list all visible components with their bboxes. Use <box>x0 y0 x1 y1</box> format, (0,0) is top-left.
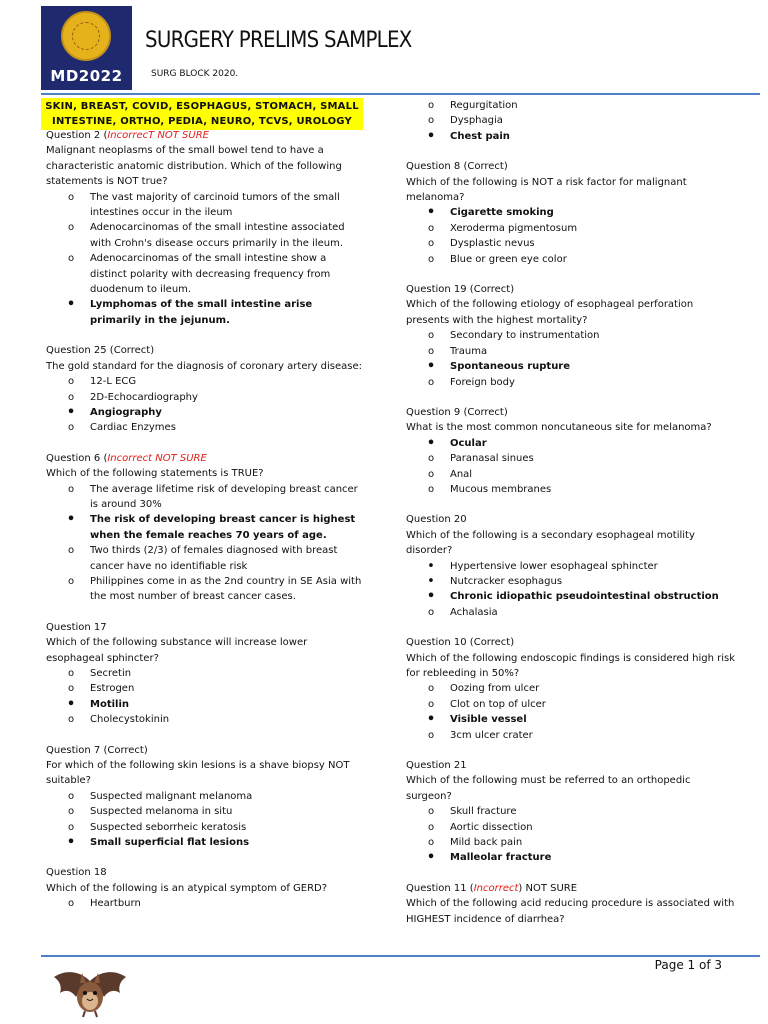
question-text: Which of the following is a secondary esophageal motility disorder? <box>406 529 695 557</box>
answer-option <box>406 436 736 451</box>
answer-option <box>46 574 366 605</box>
option-text: Adenocarcinomas of the small intestine associated with Crohn's disease occurs primarily in the ileum. <box>90 222 345 249</box>
answer-option <box>406 252 736 267</box>
option-text: Cigarette smoking <box>450 207 554 219</box>
answer-option <box>46 390 366 405</box>
document-title: SURGERY PRELIMS SAMPLEX <box>145 28 412 53</box>
options-list <box>406 681 736 743</box>
bullet-icon: • <box>66 512 76 528</box>
bullet-icon: o <box>427 115 435 127</box>
answer-option <box>46 697 366 712</box>
option-text: 12-L ECG <box>90 376 137 388</box>
bullet-icon: • <box>426 589 436 605</box>
bullet-icon: o <box>427 837 435 849</box>
question-text: The gold standard for the diagnosis of coronary artery disease: <box>46 360 363 372</box>
bullet-icon: o <box>427 698 435 710</box>
option-text: The average lifetime risk of developing breast cancer is around 30% <box>90 483 358 510</box>
bullet-icon: o <box>67 790 75 802</box>
bullet-icon: • <box>66 835 76 851</box>
option-text: Blue or green eye color <box>450 253 567 265</box>
bullet-icon: o <box>427 483 435 495</box>
options-list <box>46 190 366 329</box>
option-text: Oozing from ulcer <box>450 683 540 695</box>
question-heading <box>406 159 736 174</box>
question-label: Question 9 (Correct) <box>406 406 508 418</box>
answer-option <box>406 589 736 604</box>
question-label: Question 19 (Correct) <box>406 284 515 296</box>
bullet-icon: o <box>427 376 435 388</box>
question-block <box>406 282 736 390</box>
option-text: Philippines come in as the 2nd country in SE Asia with the most number of breast cancer cases. <box>90 575 362 603</box>
option-text: Suspected melanoma in situ <box>90 806 233 818</box>
bullet-icon: o <box>67 483 75 495</box>
question-label: Question 8 (Correct) <box>406 161 508 173</box>
option-text: Suspected seborrheic keratosis <box>90 821 247 833</box>
question-label: Question 2 ( <box>46 130 108 141</box>
left-column <box>46 128 366 927</box>
options-list <box>406 804 736 866</box>
answer-option <box>46 896 366 911</box>
answer-option <box>406 804 736 819</box>
answer-option <box>406 482 736 497</box>
bullet-icon: o <box>67 821 75 833</box>
option-text: Dysplastic nevus <box>450 238 535 250</box>
option-text: Clot on top of ulcer <box>450 698 546 710</box>
bullet-icon: • <box>66 297 76 313</box>
answer-option <box>46 681 366 696</box>
bullet-icon: • <box>66 696 76 712</box>
option-text: The vast majority of carcinoid tumors of the small intestines occur in the ileum <box>90 191 340 219</box>
option-text: Visible vessel <box>450 714 527 726</box>
answer-option <box>406 467 736 482</box>
answer-option <box>46 220 366 251</box>
option-text: Cardiac Enzymes <box>90 422 176 434</box>
answer-option <box>406 113 736 128</box>
option-text: The risk of developing breast cancer is highest when the female reaches 70 years of age. <box>90 514 356 541</box>
answer-option <box>406 129 736 144</box>
options-list <box>406 328 736 390</box>
bullet-icon: o <box>427 683 435 695</box>
bullet-icon: o <box>427 453 435 465</box>
answer-option <box>46 482 366 513</box>
question-label: Question 10 (Correct) <box>406 637 515 649</box>
question-text: Which of the following etiology of esophageal perforation presents with the highest mortality? <box>406 299 694 326</box>
answer-option <box>46 789 366 804</box>
bullet-icon: o <box>67 253 75 265</box>
bullet-icon: o <box>427 222 435 234</box>
question-heading <box>406 881 736 896</box>
option-text: Hypertensive lower esophageal sphincter <box>450 560 658 572</box>
question-block <box>46 128 366 328</box>
bullet-icon: o <box>67 191 75 203</box>
bullet-icon: o <box>67 668 75 679</box>
answer-option <box>406 344 736 359</box>
option-text: Chronic idiopathic pseudointestinal obstruction <box>450 591 719 603</box>
option-text: Secretin <box>90 668 132 679</box>
option-text: Trauma <box>450 345 488 357</box>
question-label: Question 21 <box>406 760 467 772</box>
option-text: Suspected malignant melanoma <box>90 790 253 802</box>
bullet-icon: o <box>67 422 75 434</box>
question-heading <box>406 282 736 297</box>
answer-option <box>406 559 736 574</box>
document-subtitle: SURG BLOCK 2020. <box>151 69 239 79</box>
option-text: 2D-Echocardiography <box>90 391 198 403</box>
banner-line-1: SKIN, BREAST, COVID, ESOPHAGUS, STOMACH, SMALL <box>45 101 359 112</box>
bullet-icon: • <box>66 404 76 420</box>
answer-option <box>46 820 366 835</box>
page-number: Page 1 of 3 <box>654 958 722 972</box>
bullet-icon: o <box>427 345 435 357</box>
question-label: Question 17 <box>46 621 107 633</box>
question-text: Which of the following is an atypical symptom of GERD? <box>46 882 328 894</box>
incorrect-mark: Incorrect <box>473 882 519 894</box>
answer-option <box>46 374 366 389</box>
banner-line-2: INTESTINE, ORTHO, PEDIA, NEURO, TCVS, UROLOGY <box>52 116 352 127</box>
question-block <box>406 405 736 497</box>
answer-option <box>406 328 736 343</box>
answer-option <box>406 236 736 251</box>
answer-option <box>406 850 736 865</box>
answer-option <box>406 820 736 835</box>
question-heading <box>406 758 736 773</box>
options-list <box>46 666 366 728</box>
bullet-icon: • <box>426 205 436 221</box>
incorrect-mark: Incorrect NOT SURE <box>107 452 207 464</box>
option-text: Adenocarcinomas of the small intestine show a distinct polarity with decreasing frequency from duodenum to ileum. <box>90 253 331 296</box>
question-text: Malignant neoplasms of the small bowel tend to have a characteristic anatomic distribution. Which of the following statements is NOT true? <box>46 145 342 188</box>
question-block <box>46 451 366 605</box>
answer-option <box>406 728 736 743</box>
answer-option <box>406 98 736 113</box>
option-text: Achalasia <box>450 606 498 618</box>
question-note: ) NOT SURE <box>518 882 578 894</box>
option-text: Lymphomas of the small intestine arise primarily in the jejunum. <box>90 299 313 326</box>
options-list <box>406 205 736 267</box>
option-text: 3cm ulcer crater <box>450 729 533 741</box>
bullet-icon: o <box>67 376 75 388</box>
answer-option <box>46 543 366 574</box>
option-text: Motilin <box>90 698 130 710</box>
bullet-icon: o <box>67 714 75 726</box>
question-block <box>406 159 736 267</box>
bullet-icon: o <box>427 330 435 342</box>
bullet-icon: o <box>67 575 75 587</box>
logo-text: MD2022 <box>50 67 123 85</box>
question-block <box>46 865 366 911</box>
options-list <box>406 559 736 621</box>
answer-option <box>46 420 366 435</box>
option-text: Estrogen <box>90 683 135 695</box>
question-label: Question 6 ( <box>46 452 108 464</box>
bullet-icon: o <box>67 545 75 557</box>
bullet-icon: o <box>427 729 435 741</box>
question-heading <box>406 512 736 527</box>
question-text: Which of the following must be referred to an orthopedic surgeon? <box>406 775 691 802</box>
bullet-icon: o <box>427 806 435 818</box>
bullet-icon: o <box>427 821 435 833</box>
option-text: Foreign body <box>450 376 515 388</box>
question-text: What is the most common noncutaneous site for melanoma? <box>406 422 712 434</box>
answer-option <box>406 605 736 620</box>
bullet-icon: • <box>426 712 436 728</box>
question-heading <box>406 635 736 650</box>
bullet-icon: o <box>67 683 75 695</box>
option-text: Malleolar fracture <box>450 852 552 864</box>
bullet-icon: o <box>427 253 435 265</box>
bullet-icon: o <box>427 238 435 250</box>
answer-option <box>46 804 366 819</box>
question-text: Which of the following substance will increase lower esophageal sphincter? <box>46 637 308 664</box>
question-block <box>406 635 736 743</box>
bullet-icon: o <box>67 222 75 234</box>
answer-option <box>406 835 736 850</box>
option-text: Anal <box>450 468 473 480</box>
question-text: Which of the following acid reducing procedure is associated with HIGHEST incidence of diarrhea? <box>406 898 735 925</box>
option-text: Cholecystokinin <box>90 714 170 726</box>
answer-option <box>406 697 736 712</box>
question-label: Question 20 <box>406 514 467 526</box>
question-label: Question 25 (Correct) <box>46 345 155 357</box>
question-block <box>406 512 736 620</box>
topics-banner <box>41 98 363 130</box>
answer-option <box>406 359 736 374</box>
option-text: Spontaneous rupture <box>450 361 571 373</box>
option-text: Heartburn <box>90 898 141 910</box>
option-text: Skull fracture <box>450 806 517 818</box>
question-text: Which of the following is NOT a risk factor for malignant melanoma? <box>406 176 687 204</box>
bullet-icon: • <box>426 850 436 866</box>
question-text: Which of the following statements is TRUE? <box>46 468 264 480</box>
answer-option <box>46 835 366 850</box>
option-text: Angiography <box>90 406 162 418</box>
question-text: For which of the following skin lesions is a shave biopsy NOT suitable? <box>46 760 350 787</box>
question-heading <box>46 451 366 466</box>
options-list <box>46 896 366 911</box>
question-heading <box>46 865 366 880</box>
answer-option <box>406 221 736 236</box>
bullet-icon: • <box>426 128 436 144</box>
answer-option <box>406 205 736 220</box>
answer-option <box>406 574 736 589</box>
bullet-icon: • <box>426 435 436 451</box>
option-text: Xeroderma pigmentosum <box>450 222 578 234</box>
option-text: Two thirds (2/3) of females diagnosed with breast cancer have no identifiable risk <box>90 545 338 572</box>
question-heading <box>46 128 366 143</box>
question-heading <box>46 343 366 358</box>
bullet-icon: • <box>427 558 435 574</box>
footer-rule <box>41 955 760 957</box>
bat-mascot-icon <box>50 963 130 1021</box>
bullet-icon: o <box>427 468 435 480</box>
question-label: Question 18 <box>46 867 107 879</box>
answer-option <box>46 190 366 221</box>
bullet-icon: o <box>67 806 75 818</box>
answer-option <box>46 405 366 420</box>
md2022-logo <box>41 6 132 90</box>
answer-option <box>46 512 366 543</box>
question-block <box>406 758 736 866</box>
option-text: Secondary to instrumentation <box>450 330 600 342</box>
bullet-icon: o <box>427 606 435 618</box>
bullet-icon: o <box>427 100 435 111</box>
answer-option <box>46 251 366 297</box>
question-block <box>46 743 366 851</box>
bullet-icon: • <box>427 573 435 589</box>
question-heading <box>406 405 736 420</box>
question-heading <box>46 743 366 758</box>
right-column <box>406 98 736 942</box>
question-heading <box>46 620 366 635</box>
bullet-icon: o <box>67 391 75 403</box>
answer-option <box>46 297 366 328</box>
question-label: Question 11 ( <box>406 882 474 894</box>
header-rule <box>41 93 760 95</box>
option-text: Aortic dissection <box>450 821 533 833</box>
option-text: Nutcracker esophagus <box>450 575 563 587</box>
bullet-icon: o <box>67 898 75 910</box>
option-text: Ocular <box>450 437 487 449</box>
options-list <box>46 374 366 436</box>
answer-option <box>46 666 366 681</box>
option-text: Chest pain <box>450 130 510 142</box>
option-text: Paranasal sinues <box>450 453 534 465</box>
question-block <box>46 620 366 728</box>
options-list <box>46 482 366 605</box>
bullet-icon: • <box>426 359 436 375</box>
question-label: Question 7 (Correct) <box>46 744 148 756</box>
answer-option <box>406 451 736 466</box>
answer-option <box>46 712 366 727</box>
option-text: Mucous membranes <box>450 483 552 495</box>
option-text: Mild back pain <box>450 837 523 849</box>
question-block <box>406 881 736 927</box>
option-text: Dysphagia <box>450 115 503 127</box>
option-text: Small superficial flat lesions <box>90 837 250 849</box>
incorrect-mark: IncorrecT NOT SURE <box>107 130 209 141</box>
options-list <box>46 789 366 851</box>
options-list <box>406 436 736 498</box>
question-block <box>46 343 366 435</box>
question-text: Which of the following endoscopic findings is considered high risk for rebleeding in 50%? <box>406 652 736 679</box>
seal-icon <box>61 11 111 61</box>
continued-options <box>406 98 736 144</box>
answer-option <box>406 375 736 390</box>
option-text: Regurgitation <box>450 100 518 111</box>
answer-option <box>406 681 736 696</box>
answer-option <box>406 712 736 727</box>
